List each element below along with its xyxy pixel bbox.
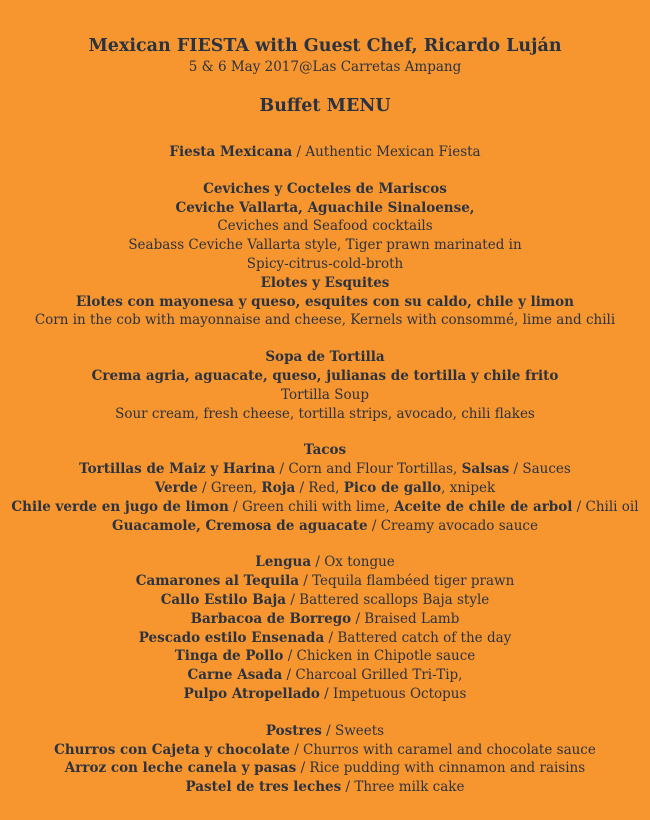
buffet-menu-document	[0, 34, 650, 797]
menu-line	[0, 759, 650, 778]
menu-title: Buffet MENU	[259, 96, 391, 116]
menu-line	[0, 517, 650, 536]
dish-name: Roja	[261, 479, 296, 496]
dish-description: / Three milk cake	[341, 779, 465, 796]
dish-description: / Red,	[295, 479, 344, 496]
dish-english: Tortilla Soup	[281, 386, 369, 403]
dish-description: , xnipek	[441, 479, 496, 496]
dish-description: / Charcoal Grilled Tri-Tip,	[282, 667, 463, 684]
dish-description: / Tequila flambéed tiger prawn	[298, 573, 515, 590]
fiesta-section	[0, 143, 650, 162]
dish-english: Ceviches and Seafood cocktails	[217, 218, 433, 235]
dish-description: / Chili oil	[572, 498, 639, 515]
menu-line	[0, 460, 650, 479]
dish-description: Seabass Ceviche Vallarta style, Tiger prawn marinated in	[128, 237, 522, 254]
menu-line	[0, 143, 650, 162]
dish-description: / Green chili with lime,	[228, 498, 394, 515]
dish-name: Fiesta Mexicana	[169, 144, 293, 160]
dish-description: / Rice pudding with cinnamon and raisins	[296, 760, 586, 777]
dish-description: / Green,	[197, 479, 262, 496]
event-title: Mexican FIESTA with Guest Chef, Ricardo Luján	[88, 36, 562, 56]
dish-name: Verde	[154, 479, 198, 496]
dish-description: / Authentic Mexican Fiesta	[292, 144, 481, 160]
dish-name: Postres	[265, 722, 322, 739]
dish-name: Barbacoa de Borrego	[190, 610, 352, 627]
dish-name: Pescado estilo Ensenada	[138, 629, 325, 646]
section-heading: Sopa de Tortilla	[265, 349, 385, 366]
dish-description: / Corn and Flour Tortillas,	[275, 461, 462, 478]
dish-name: Pulpo Atropellado	[183, 685, 320, 702]
dish-name: Lengua	[255, 554, 312, 571]
dish-description: / Impetuous Octopus	[319, 685, 467, 702]
dish-names: Crema agria, aguacate, queso, julianas de tortilla y chile frito	[91, 367, 559, 384]
dish-name: Tinga de Pollo	[174, 648, 284, 665]
menu-line	[0, 629, 650, 648]
menu-line	[0, 553, 650, 572]
dish-description: / Braised Lamb	[351, 610, 460, 627]
section-heading: Tacos	[303, 442, 347, 459]
menu-line	[0, 666, 650, 685]
dish-name: Guacamole, Cremosa de aguacate	[112, 517, 368, 534]
ceviches-section	[0, 180, 650, 330]
dish-description: / Ox tongue	[311, 554, 395, 571]
dish-description: / Churros with caramel and chocolate sauce	[289, 741, 596, 758]
dish-description: / Chicken in Chipotle sauce	[283, 648, 476, 665]
tacos-section	[0, 441, 650, 535]
menu-line	[0, 479, 650, 498]
menu-line	[0, 591, 650, 610]
dish-name: Arroz con leche canela y pasas	[64, 760, 297, 777]
dish-name: Churros con Cajeta y chocolate	[54, 741, 290, 758]
dish-description: / Sauces	[509, 461, 571, 478]
dish-description: Spicy-citrus-cold-broth	[246, 255, 404, 272]
dish-name: Callo Estilo Baja	[160, 591, 287, 608]
dish-name: Pico de gallo	[343, 479, 442, 496]
menu-line	[0, 610, 650, 629]
menu-line	[0, 572, 650, 591]
dish-description: Sour cream, fresh cheese, tortilla strips, avocado, chili flakes	[115, 405, 535, 422]
menu-line	[0, 778, 650, 797]
dish-name: Carne Asada	[187, 667, 283, 684]
dish-name: Camarones al Tequila	[135, 573, 299, 590]
dish-name: Salsas	[461, 461, 510, 478]
section-heading: Ceviches y Cocteles de Mariscos	[203, 180, 447, 197]
dish-name: Aceite de chile de arbol	[393, 498, 573, 515]
dish-description: / Battered scallops Baja style	[286, 591, 490, 608]
event-date-venue: 5 & 6 May 2017@Las Carretas Ampang	[188, 59, 462, 75]
dish-names: Elotes con mayonesa y queso, esquites con su caldo, chile y limon	[76, 293, 574, 310]
dish-description: / Creamy avocado sauce	[367, 517, 538, 534]
section-heading: Elotes y Esquites	[260, 274, 390, 291]
mains-section	[0, 553, 650, 703]
dish-names: Ceviche Vallarta, Aguachile Sinaloense,	[175, 199, 475, 216]
dish-name: Chile verde en jugo de limon	[11, 498, 229, 515]
menu-line	[0, 722, 650, 741]
menu-line	[0, 741, 650, 760]
menu-line	[0, 647, 650, 666]
menu-line	[0, 498, 650, 517]
sopa-section	[0, 348, 650, 423]
dish-description: / Sweets	[321, 722, 385, 739]
postres-section	[0, 722, 650, 797]
dish-name: Pastel de tres leches	[185, 779, 342, 796]
dish-name: Tortillas de Maiz y Harina	[79, 461, 276, 478]
menu-line	[0, 685, 650, 704]
dish-description: / Battered catch of the day	[324, 629, 512, 646]
dish-description: Corn in the cob with mayonnaise and cheese, Kernels with consommé, lime and chili	[34, 312, 616, 329]
